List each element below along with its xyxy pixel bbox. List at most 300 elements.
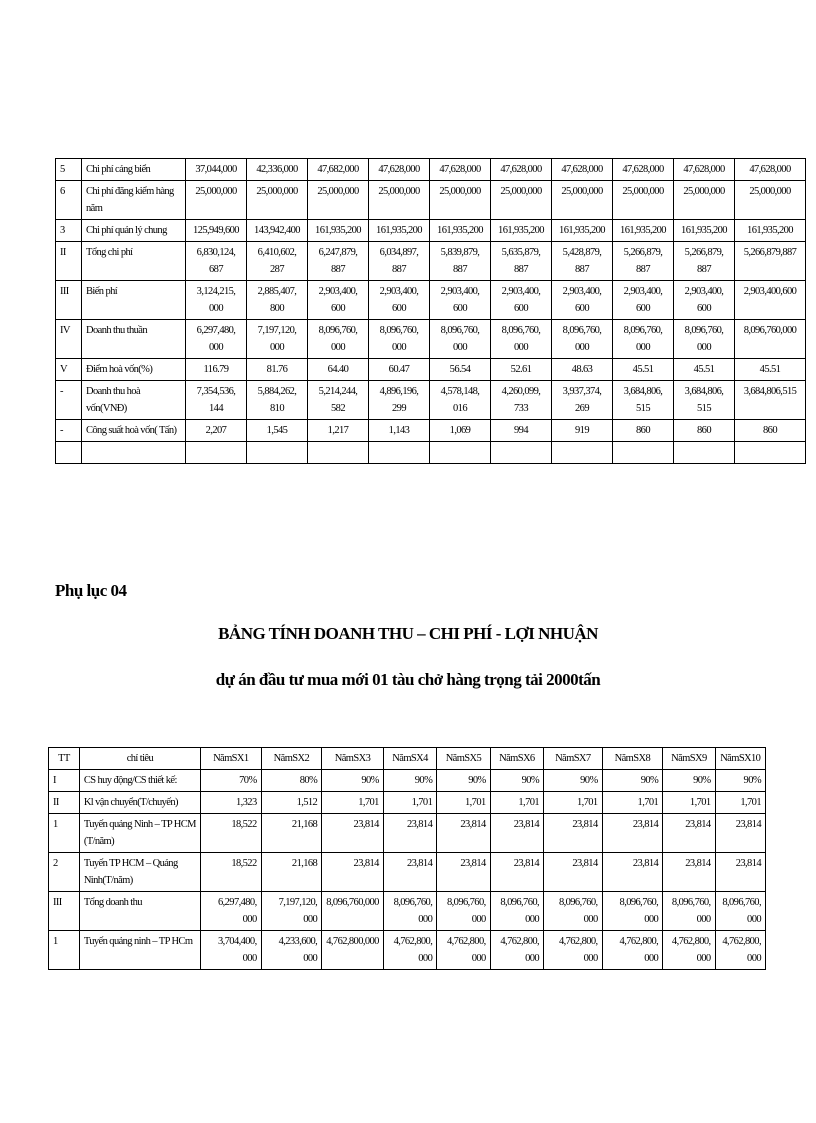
empty-cell — [552, 442, 613, 464]
value-cell-part: 5,839,879, — [440, 247, 480, 258]
value-cell: 23,814 — [490, 814, 543, 853]
value-cell-part: 6,830,124, — [196, 247, 236, 258]
value-cell: 47,628,000 — [613, 159, 674, 181]
value-cell-part: 000 — [418, 953, 433, 964]
value-cell: 23,814 — [437, 814, 490, 853]
table-row — [49, 814, 766, 853]
value-cell: 70% — [201, 770, 262, 792]
value-cell-part: 7,354,536, — [196, 386, 236, 397]
value-cell-part: 2,903,400, — [318, 286, 358, 297]
value-cell: 161,935,200 — [369, 220, 430, 242]
value-cell: 80% — [261, 770, 322, 792]
value-cell-part: 000 — [418, 914, 433, 925]
value-cell: 1,143 — [369, 420, 430, 442]
value-cell: 47,682,000 — [308, 159, 369, 181]
value-cell: 143,942,400 — [247, 220, 308, 242]
value-cell: 90% — [437, 770, 490, 792]
value-cell: 25,000,000 — [613, 181, 674, 220]
value-cell: 47,628,000 — [552, 159, 613, 181]
value-cell — [491, 381, 552, 420]
empty-cell — [56, 442, 82, 464]
value-cell-part: 000 — [696, 914, 711, 925]
value-cell-part: 600 — [697, 303, 711, 314]
value-cell: 90% — [490, 770, 543, 792]
row-number: I — [49, 770, 80, 792]
empty-cell — [735, 442, 806, 464]
value-cell-part: 687 — [209, 264, 223, 275]
value-cell — [247, 281, 308, 320]
table-row — [56, 159, 806, 181]
value-cell-part: 000 — [696, 953, 711, 964]
value-cell: 161,935,200 — [552, 220, 613, 242]
table-row — [56, 320, 806, 359]
value-cell-part: 2,885,407, — [257, 286, 297, 297]
value-cell-part: 2,903,400, — [684, 286, 724, 297]
value-cell — [308, 381, 369, 420]
row-label: Doanh thu hoà vốn(VNĐ) — [82, 381, 186, 420]
value-cell — [369, 381, 430, 420]
value-cell: 25,000,000 — [735, 181, 806, 220]
value-cell-part: 4,762,800, — [722, 936, 761, 947]
row-label: Chi phí đăng kiểm hàng năm — [82, 181, 186, 220]
value-cell-part: 4,578,148, — [440, 386, 480, 397]
table-row — [49, 853, 766, 892]
value-cell — [186, 320, 247, 359]
value-cell-part: 733 — [514, 403, 528, 414]
value-cell: 1,512 — [261, 792, 322, 814]
value-cell-part: 810 — [270, 403, 284, 414]
value-cell-part: 4,762,800, — [500, 936, 540, 947]
value-cell-part: 000 — [644, 953, 659, 964]
row-label: Tổng doanh thu — [79, 892, 200, 931]
column-header: NămSX1 — [201, 748, 262, 770]
value-cell: 23,814 — [602, 814, 663, 853]
value-cell-part: 8,096,760, — [501, 325, 541, 336]
row-number: - — [56, 381, 82, 420]
value-cell-part: 600 — [514, 303, 528, 314]
value-cell-part: 515 — [636, 403, 650, 414]
value-cell: 90% — [663, 770, 715, 792]
value-cell — [437, 892, 490, 931]
value-cell: 42,336,000 — [247, 159, 308, 181]
value-cell: 25,000,000 — [308, 181, 369, 220]
row-number: 6 — [56, 181, 82, 220]
value-cell — [261, 931, 322, 970]
value-cell: 860 — [613, 420, 674, 442]
value-cell — [437, 931, 490, 970]
value-cell: 45.51 — [674, 359, 735, 381]
value-cell-part: 7,197,120, — [257, 325, 297, 336]
row-number: III — [49, 892, 80, 931]
value-cell-part: 887 — [331, 264, 345, 275]
value-cell-part: 000 — [636, 342, 650, 353]
value-cell: 23,814 — [383, 814, 436, 853]
value-cell — [186, 242, 247, 281]
table-row — [56, 181, 806, 220]
value-cell: 23,814 — [663, 853, 715, 892]
value-cell — [491, 242, 552, 281]
empty-cell — [430, 442, 491, 464]
value-cell — [544, 892, 603, 931]
value-cell: 161,935,200 — [491, 220, 552, 242]
value-cell-part: 000 — [697, 342, 711, 353]
value-cell — [369, 242, 430, 281]
value-cell: 1,323 — [201, 792, 262, 814]
value-cell: 1,701 — [322, 792, 384, 814]
value-cell — [674, 242, 735, 281]
value-cell: 23,814 — [322, 853, 384, 892]
column-header: NămSX3 — [322, 748, 384, 770]
value-cell — [552, 381, 613, 420]
row-number: - — [56, 420, 82, 442]
value-cell — [491, 320, 552, 359]
table-row — [49, 770, 766, 792]
value-cell: 23,814 — [715, 853, 765, 892]
value-cell — [552, 320, 613, 359]
value-cell-part: 6,247,879, — [318, 247, 358, 258]
value-cell — [308, 320, 369, 359]
value-cell — [490, 892, 543, 931]
value-cell — [715, 892, 765, 931]
value-cell-part: 4,762,800, — [619, 936, 659, 947]
value-cell — [430, 320, 491, 359]
value-cell-part: 8,096,760, — [562, 325, 602, 336]
value-cell-part: 000 — [209, 342, 223, 353]
value-cell: 919 — [552, 420, 613, 442]
table-row — [56, 420, 806, 442]
value-cell-part: 000 — [747, 914, 761, 925]
value-cell-part: 8,096,760, — [684, 325, 724, 336]
value-cell: 47,628,000 — [491, 159, 552, 181]
value-cell — [369, 320, 430, 359]
value-cell-part: 000 — [242, 953, 257, 964]
table-row — [49, 792, 766, 814]
value-cell-part: 000 — [270, 342, 284, 353]
value-cell: 23,814 — [322, 814, 384, 853]
value-cell — [613, 281, 674, 320]
value-cell — [247, 242, 308, 281]
value-cell: 37,044,000 — [186, 159, 247, 181]
value-cell: 125,949,600 — [186, 220, 247, 242]
empty-cell — [613, 442, 674, 464]
value-cell: 1,217 — [308, 420, 369, 442]
page-title: BẢNG TÍNH DOANH THU – CHI PHÍ - LỢI NHUẬN — [218, 624, 598, 643]
value-cell-part: 2,903,400, — [501, 286, 541, 297]
row-label: Công suất hoà vốn( Tấn) — [82, 420, 186, 442]
value-cell-part: 600 — [453, 303, 467, 314]
value-cell: 1,701 — [490, 792, 543, 814]
value-cell — [613, 381, 674, 420]
value-cell: 1,701 — [715, 792, 765, 814]
value-cell-part: 5,266,879, — [623, 247, 663, 258]
value-cell — [247, 320, 308, 359]
row-label: Tuyến quảng ninh – TP HCm — [79, 931, 200, 970]
value-cell-part: 5,428,879, — [562, 247, 602, 258]
value-cell: 1,545 — [247, 420, 308, 442]
cost-breakeven-table — [55, 158, 806, 464]
value-cell-part: 600 — [575, 303, 589, 314]
value-cell: 1,701 — [437, 792, 490, 814]
value-cell-part: 4,896,196, — [379, 386, 419, 397]
value-cell — [430, 242, 491, 281]
row-label: Tuyến quảng Ninh – TP HCM (T/năm) — [79, 814, 200, 853]
value-cell: 64.40 — [308, 359, 369, 381]
value-cell: 81.76 — [247, 359, 308, 381]
value-cell: 1,701 — [544, 792, 603, 814]
value-cell — [715, 931, 765, 970]
value-cell-part: 016 — [453, 403, 467, 414]
value-cell: 47,628,000 — [735, 159, 806, 181]
value-cell-part: 8,096,760, — [447, 897, 486, 908]
table-row — [49, 931, 766, 970]
value-cell: 47,628,000 — [430, 159, 491, 181]
value-cell-part: 887 — [575, 264, 589, 275]
column-header: NămSX8 — [602, 748, 663, 770]
value-cell: 56.54 — [430, 359, 491, 381]
value-cell: 994 — [491, 420, 552, 442]
value-cell-part: 887 — [392, 264, 406, 275]
value-cell: 18,522 — [201, 814, 262, 853]
empty-cell — [674, 442, 735, 464]
value-cell-part: 887 — [453, 264, 467, 275]
value-cell: 90% — [602, 770, 663, 792]
value-cell — [247, 381, 308, 420]
value-cell-part: 8,096,760, — [623, 325, 663, 336]
value-cell-part: 3,704,400, — [217, 936, 257, 947]
row-label: Doanh thu thuần — [82, 320, 186, 359]
value-cell: 90% — [383, 770, 436, 792]
value-cell-part: 000 — [242, 914, 257, 925]
value-cell-part: 8,096,760, — [500, 897, 540, 908]
column-header: NămSX10 — [715, 748, 765, 770]
value-cell-part: 4,762,800, — [447, 936, 486, 947]
value-cell-part: 8,096,760, — [619, 897, 659, 908]
value-cell: 116.79 — [186, 359, 247, 381]
row-number: 3 — [56, 220, 82, 242]
value-cell-part: 8,096,760, — [722, 897, 761, 908]
row-number: 5 — [56, 159, 82, 181]
value-cell-part: 8,096,760, — [393, 897, 433, 908]
value-cell-part: 887 — [636, 264, 650, 275]
value-cell-part: 6,297,480, — [196, 325, 236, 336]
value-cell-part: 887 — [697, 264, 711, 275]
value-cell — [186, 281, 247, 320]
value-cell-part: 8,096,760, — [318, 325, 358, 336]
column-header: NămSX5 — [437, 748, 490, 770]
value-cell — [544, 931, 603, 970]
value-cell: 90% — [715, 770, 765, 792]
value-cell — [186, 381, 247, 420]
value-cell: 161,935,200 — [735, 220, 806, 242]
table-row — [56, 220, 806, 242]
row-label: Chi phí quản lý chung — [82, 220, 186, 242]
value-cell: 45.51 — [613, 359, 674, 381]
value-cell-part: 5,214,244, — [318, 386, 358, 397]
value-cell: 18,522 — [201, 853, 262, 892]
value-cell — [674, 320, 735, 359]
empty-row — [56, 442, 806, 464]
value-cell-part: 287 — [270, 264, 284, 275]
value-cell — [491, 281, 552, 320]
value-cell: 8,096,760,000 — [322, 892, 384, 931]
value-cell: 48.63 — [552, 359, 613, 381]
empty-cell — [369, 442, 430, 464]
value-cell-part: 887 — [514, 264, 528, 275]
row-label: Tuyến TP HCM – Quảng Ninh(T/năm) — [79, 853, 200, 892]
value-cell-part: 4,233,600, — [278, 936, 318, 947]
value-cell — [663, 892, 715, 931]
value-cell: 860 — [735, 420, 806, 442]
value-cell-part: 3,684,806, — [623, 386, 663, 397]
empty-cell — [82, 442, 186, 464]
value-cell-part: 2,903,400, — [623, 286, 663, 297]
value-cell: 25,000,000 — [247, 181, 308, 220]
table-row — [56, 281, 806, 320]
value-cell: 4,762,800,000 — [322, 931, 384, 970]
value-cell-part: 6,297,480, — [217, 897, 257, 908]
empty-cell — [247, 442, 308, 464]
value-cell: 47,628,000 — [674, 159, 735, 181]
value-cell: 23,814 — [602, 853, 663, 892]
value-cell: 1,069 — [430, 420, 491, 442]
value-cell — [430, 281, 491, 320]
table-row — [56, 359, 806, 381]
value-cell — [552, 281, 613, 320]
header-row — [49, 748, 766, 770]
row-number: 2 — [49, 853, 80, 892]
value-cell-part: 000 — [514, 342, 528, 353]
value-cell-part: 000 — [583, 953, 598, 964]
value-cell: 8,096,760,000 — [735, 320, 806, 359]
value-cell: 25,000,000 — [674, 181, 735, 220]
value-cell — [383, 931, 436, 970]
value-cell: 161,935,200 — [430, 220, 491, 242]
value-cell: 23,814 — [490, 853, 543, 892]
value-cell-part: 144 — [209, 403, 223, 414]
empty-cell — [308, 442, 369, 464]
value-cell: 23,814 — [544, 814, 603, 853]
value-cell: 25,000,000 — [491, 181, 552, 220]
value-cell: 23,814 — [383, 853, 436, 892]
revenue-cost-profit-table — [48, 747, 766, 970]
value-cell-part: 8,096,760, — [440, 325, 480, 336]
row-number: III — [56, 281, 82, 320]
value-cell: 860 — [674, 420, 735, 442]
value-cell: 1,701 — [602, 792, 663, 814]
value-cell-part: 3,937,374, — [562, 386, 602, 397]
row-label: CS huy động/CS thiết kế: — [79, 770, 200, 792]
row-label: Điểm hoà vốn(%) — [82, 359, 186, 381]
value-cell: 1,701 — [663, 792, 715, 814]
value-cell-part: 600 — [331, 303, 345, 314]
value-cell — [602, 931, 663, 970]
value-cell-part: 299 — [392, 403, 406, 414]
value-cell — [490, 931, 543, 970]
value-cell — [602, 892, 663, 931]
value-cell — [663, 931, 715, 970]
row-label: Chi phí cảng biển — [82, 159, 186, 181]
row-number: II — [56, 242, 82, 281]
value-cell-part: 000 — [747, 953, 761, 964]
row-label: Kl vận chuyển(T/chuyến) — [79, 792, 200, 814]
table-row — [49, 892, 766, 931]
value-cell: 90% — [544, 770, 603, 792]
value-cell-part: 000 — [644, 914, 659, 925]
value-cell-part: 000 — [453, 342, 467, 353]
value-cell-part: 6,034,897, — [379, 247, 419, 258]
value-cell — [613, 242, 674, 281]
value-cell — [308, 281, 369, 320]
value-cell — [674, 281, 735, 320]
value-cell: 60.47 — [369, 359, 430, 381]
value-cell-part: 600 — [392, 303, 406, 314]
row-label: Tổng chi phí — [82, 242, 186, 281]
value-cell-part: 5,884,262, — [257, 386, 297, 397]
value-cell: 23,814 — [663, 814, 715, 853]
value-cell: 2,207 — [186, 420, 247, 442]
value-cell-part: 8,096,760, — [671, 897, 711, 908]
value-cell-part: 4,762,800, — [393, 936, 433, 947]
value-cell-part: 3,684,806, — [684, 386, 724, 397]
value-cell-part: 600 — [636, 303, 650, 314]
value-cell — [430, 381, 491, 420]
value-cell: 1,701 — [383, 792, 436, 814]
empty-cell — [186, 442, 247, 464]
value-cell: 2,903,400,600 — [735, 281, 806, 320]
value-cell: 45.51 — [735, 359, 806, 381]
row-number: 1 — [49, 814, 80, 853]
value-cell: 23,814 — [715, 814, 765, 853]
value-cell — [261, 892, 322, 931]
value-cell-part: 000 — [525, 953, 540, 964]
value-cell — [383, 892, 436, 931]
value-cell-part: 2,903,400, — [440, 286, 480, 297]
value-cell-part: 000 — [392, 342, 406, 353]
value-cell: 161,935,200 — [308, 220, 369, 242]
value-cell: 23,814 — [544, 853, 603, 892]
value-cell-part: 000 — [575, 342, 589, 353]
value-cell-part: 2,903,400, — [379, 286, 419, 297]
value-cell: 90% — [322, 770, 384, 792]
value-cell: 47,628,000 — [369, 159, 430, 181]
row-number: V — [56, 359, 82, 381]
value-cell-part: 8,096,760, — [379, 325, 419, 336]
value-cell: 25,000,000 — [369, 181, 430, 220]
column-header: TT — [49, 748, 80, 770]
table-row — [56, 242, 806, 281]
column-header: NămSX7 — [544, 748, 603, 770]
value-cell-part: 5,266,879, — [684, 247, 724, 258]
value-cell — [613, 320, 674, 359]
column-header: NămSX4 — [383, 748, 436, 770]
value-cell: 25,000,000 — [186, 181, 247, 220]
value-cell: 161,935,200 — [674, 220, 735, 242]
value-cell: 23,814 — [437, 853, 490, 892]
row-number: 1 — [49, 931, 80, 970]
column-header: NămSX9 — [663, 748, 715, 770]
value-cell — [674, 381, 735, 420]
value-cell: 21,168 — [261, 853, 322, 892]
value-cell-part: 000 — [583, 914, 598, 925]
value-cell-part: 582 — [331, 403, 345, 414]
value-cell: 25,000,000 — [430, 181, 491, 220]
value-cell-part: 2,903,400, — [562, 286, 602, 297]
row-label: Biến phí — [82, 281, 186, 320]
row-number: IV — [56, 320, 82, 359]
value-cell — [308, 242, 369, 281]
value-cell-part: 000 — [331, 342, 345, 353]
value-cell: 3,684,806,515 — [735, 381, 806, 420]
